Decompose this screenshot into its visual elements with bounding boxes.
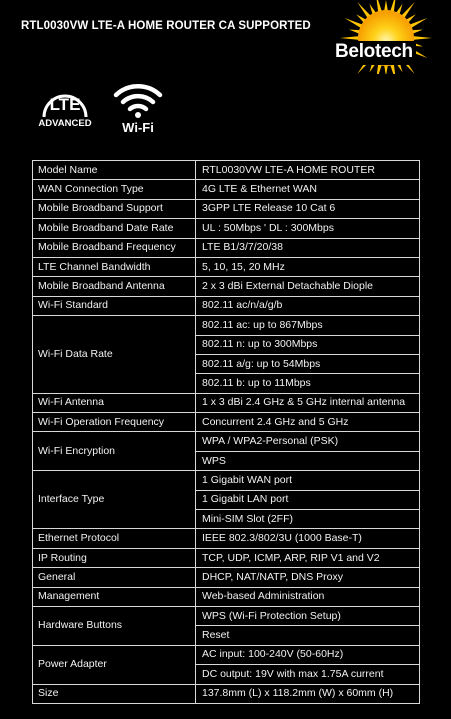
spec-label: Wi-Fi Operation Frequency — [33, 413, 196, 432]
spec-table-body — [33, 161, 420, 704]
spec-value: 802.11 ac: up to 867Mbps — [196, 316, 420, 335]
spec-label: LTE Channel Bandwidth — [33, 257, 196, 276]
table-row — [33, 432, 420, 451]
spec-value: 3GPP LTE Release 10 Cat 6 — [196, 199, 420, 218]
spec-label: General — [33, 568, 196, 587]
table-row — [33, 257, 420, 276]
table-row — [33, 393, 420, 412]
table-row — [33, 471, 420, 490]
belotech-logo — [322, 0, 451, 74]
sun-ray — [357, 2, 370, 18]
table-row — [33, 606, 420, 625]
spec-value: Concurrent 2.4 GHz and 5 GHz — [196, 413, 420, 432]
spec-value: 2 x 3 dBi External Detachable Diople — [196, 277, 420, 296]
spec-value: LTE B1/3/7/20/38 — [196, 238, 420, 257]
advanced-text: ADVANCED — [38, 118, 92, 129]
sun-ray — [340, 36, 359, 40]
spec-value: DC output: 19V with max 1.75A current — [196, 665, 420, 684]
table-row — [33, 316, 420, 335]
spec-value: Reset — [196, 626, 420, 645]
spec-label: Management — [33, 587, 196, 606]
spec-label: WAN Connection Type — [33, 180, 196, 199]
table-row — [33, 238, 420, 257]
table-row — [33, 161, 420, 180]
spec-label: Mobile Broadband Support — [33, 199, 196, 218]
table-row — [33, 645, 420, 664]
sun-ray — [345, 18, 363, 28]
spec-table — [32, 160, 420, 704]
spec-label: Hardware Buttons — [33, 606, 196, 645]
spec-label: Wi-Fi Data Rate — [33, 316, 196, 394]
spec-value: 802.11 a/g: up to 54Mbps — [196, 354, 420, 373]
spec-value: WPS — [196, 451, 420, 470]
wifi-icon — [112, 80, 164, 134]
table-row — [33, 199, 420, 218]
spec-value: 137.8mm (L) x 118.2mm (W) x 60mm (H) — [196, 684, 420, 703]
spec-value: TCP, UDP, ICMP, ARP, RIP V1 and V2 — [196, 548, 420, 567]
spec-value: RTL0030VW LTE-A HOME ROUTER — [196, 161, 420, 180]
table-row — [33, 413, 420, 432]
spec-value: 802.11 b: up to 11Mbps — [196, 374, 420, 393]
table-row — [33, 296, 420, 315]
spec-label: Mobile Broadband Date Rate — [33, 219, 196, 238]
spec-value: WPS (Wi-Fi Protection Setup) — [196, 606, 420, 625]
spec-label: Mobile Broadband Frequency — [33, 238, 196, 257]
spec-value: 1 Gigabit WAN port — [196, 471, 420, 490]
spec-value: 1 Gigabit LAN port — [196, 490, 420, 509]
spec-value: DHCP, NAT/NATP, DNS Proxy — [196, 568, 420, 587]
table-row — [33, 684, 420, 703]
spec-value: 1 x 3 dBi 2.4 GHz & 5 GHz internal antenna — [196, 393, 420, 412]
wifi-text: Wi-Fi — [122, 120, 154, 134]
spec-value: 5, 10, 15, 20 MHz — [196, 257, 420, 276]
spec-value: UL : 50Mbps ' DL : 300Mbps — [196, 219, 420, 238]
spec-value: WPA / WPA2-Personal (PSK) — [196, 432, 420, 451]
brand-name: Belotech — [332, 41, 416, 65]
spec-value: Mini-SIM Slot (2FF) — [196, 510, 420, 529]
spec-value: 4G LTE & Ethernet WAN — [196, 180, 420, 199]
sun-ray — [390, 0, 396, 12]
sun-ray — [409, 18, 427, 28]
spec-label: Interface Type — [33, 471, 196, 529]
spec-value: Web-based Administration — [196, 587, 420, 606]
table-row — [33, 219, 420, 238]
sun-ray — [401, 2, 414, 18]
table-row — [33, 180, 420, 199]
sun-ray — [384, 65, 388, 74]
spec-value: AC input: 100-240V (50-60Hz) — [196, 645, 420, 664]
spec-label: IP Routing — [33, 548, 196, 567]
table-row — [33, 548, 420, 567]
spec-label: Model Name — [33, 161, 196, 180]
sun-ray — [384, 0, 388, 11]
sun-ray — [413, 36, 432, 40]
spec-value: IEEE 802.3/802/3U (1000 Base-T) — [196, 529, 420, 548]
page-title: RTL0030VW LTE-A HOME ROUTER CA SUPPORTED — [21, 20, 311, 32]
lte-text: LTE — [49, 95, 81, 114]
spec-label: Ethernet Protocol — [33, 529, 196, 548]
spec-label: Wi-Fi Antenna — [33, 393, 196, 412]
spec-table-container — [32, 160, 420, 704]
sun-ray — [376, 0, 382, 12]
spec-value: 802.11 ac/n/a/g/b — [196, 296, 420, 315]
lte-advanced-icon — [32, 84, 98, 134]
table-row — [33, 529, 420, 548]
spec-label: Mobile Broadband Antenna — [33, 277, 196, 296]
table-row — [33, 587, 420, 606]
table-row — [33, 568, 420, 587]
spec-label: Wi-Fi Encryption — [33, 432, 196, 471]
spec-label: Size — [33, 684, 196, 703]
spec-label: Power Adapter — [33, 645, 196, 684]
spec-label: Wi-Fi Standard — [33, 296, 196, 315]
spec-value: 802.11 n: up to 300Mbps — [196, 335, 420, 354]
table-row — [33, 277, 420, 296]
